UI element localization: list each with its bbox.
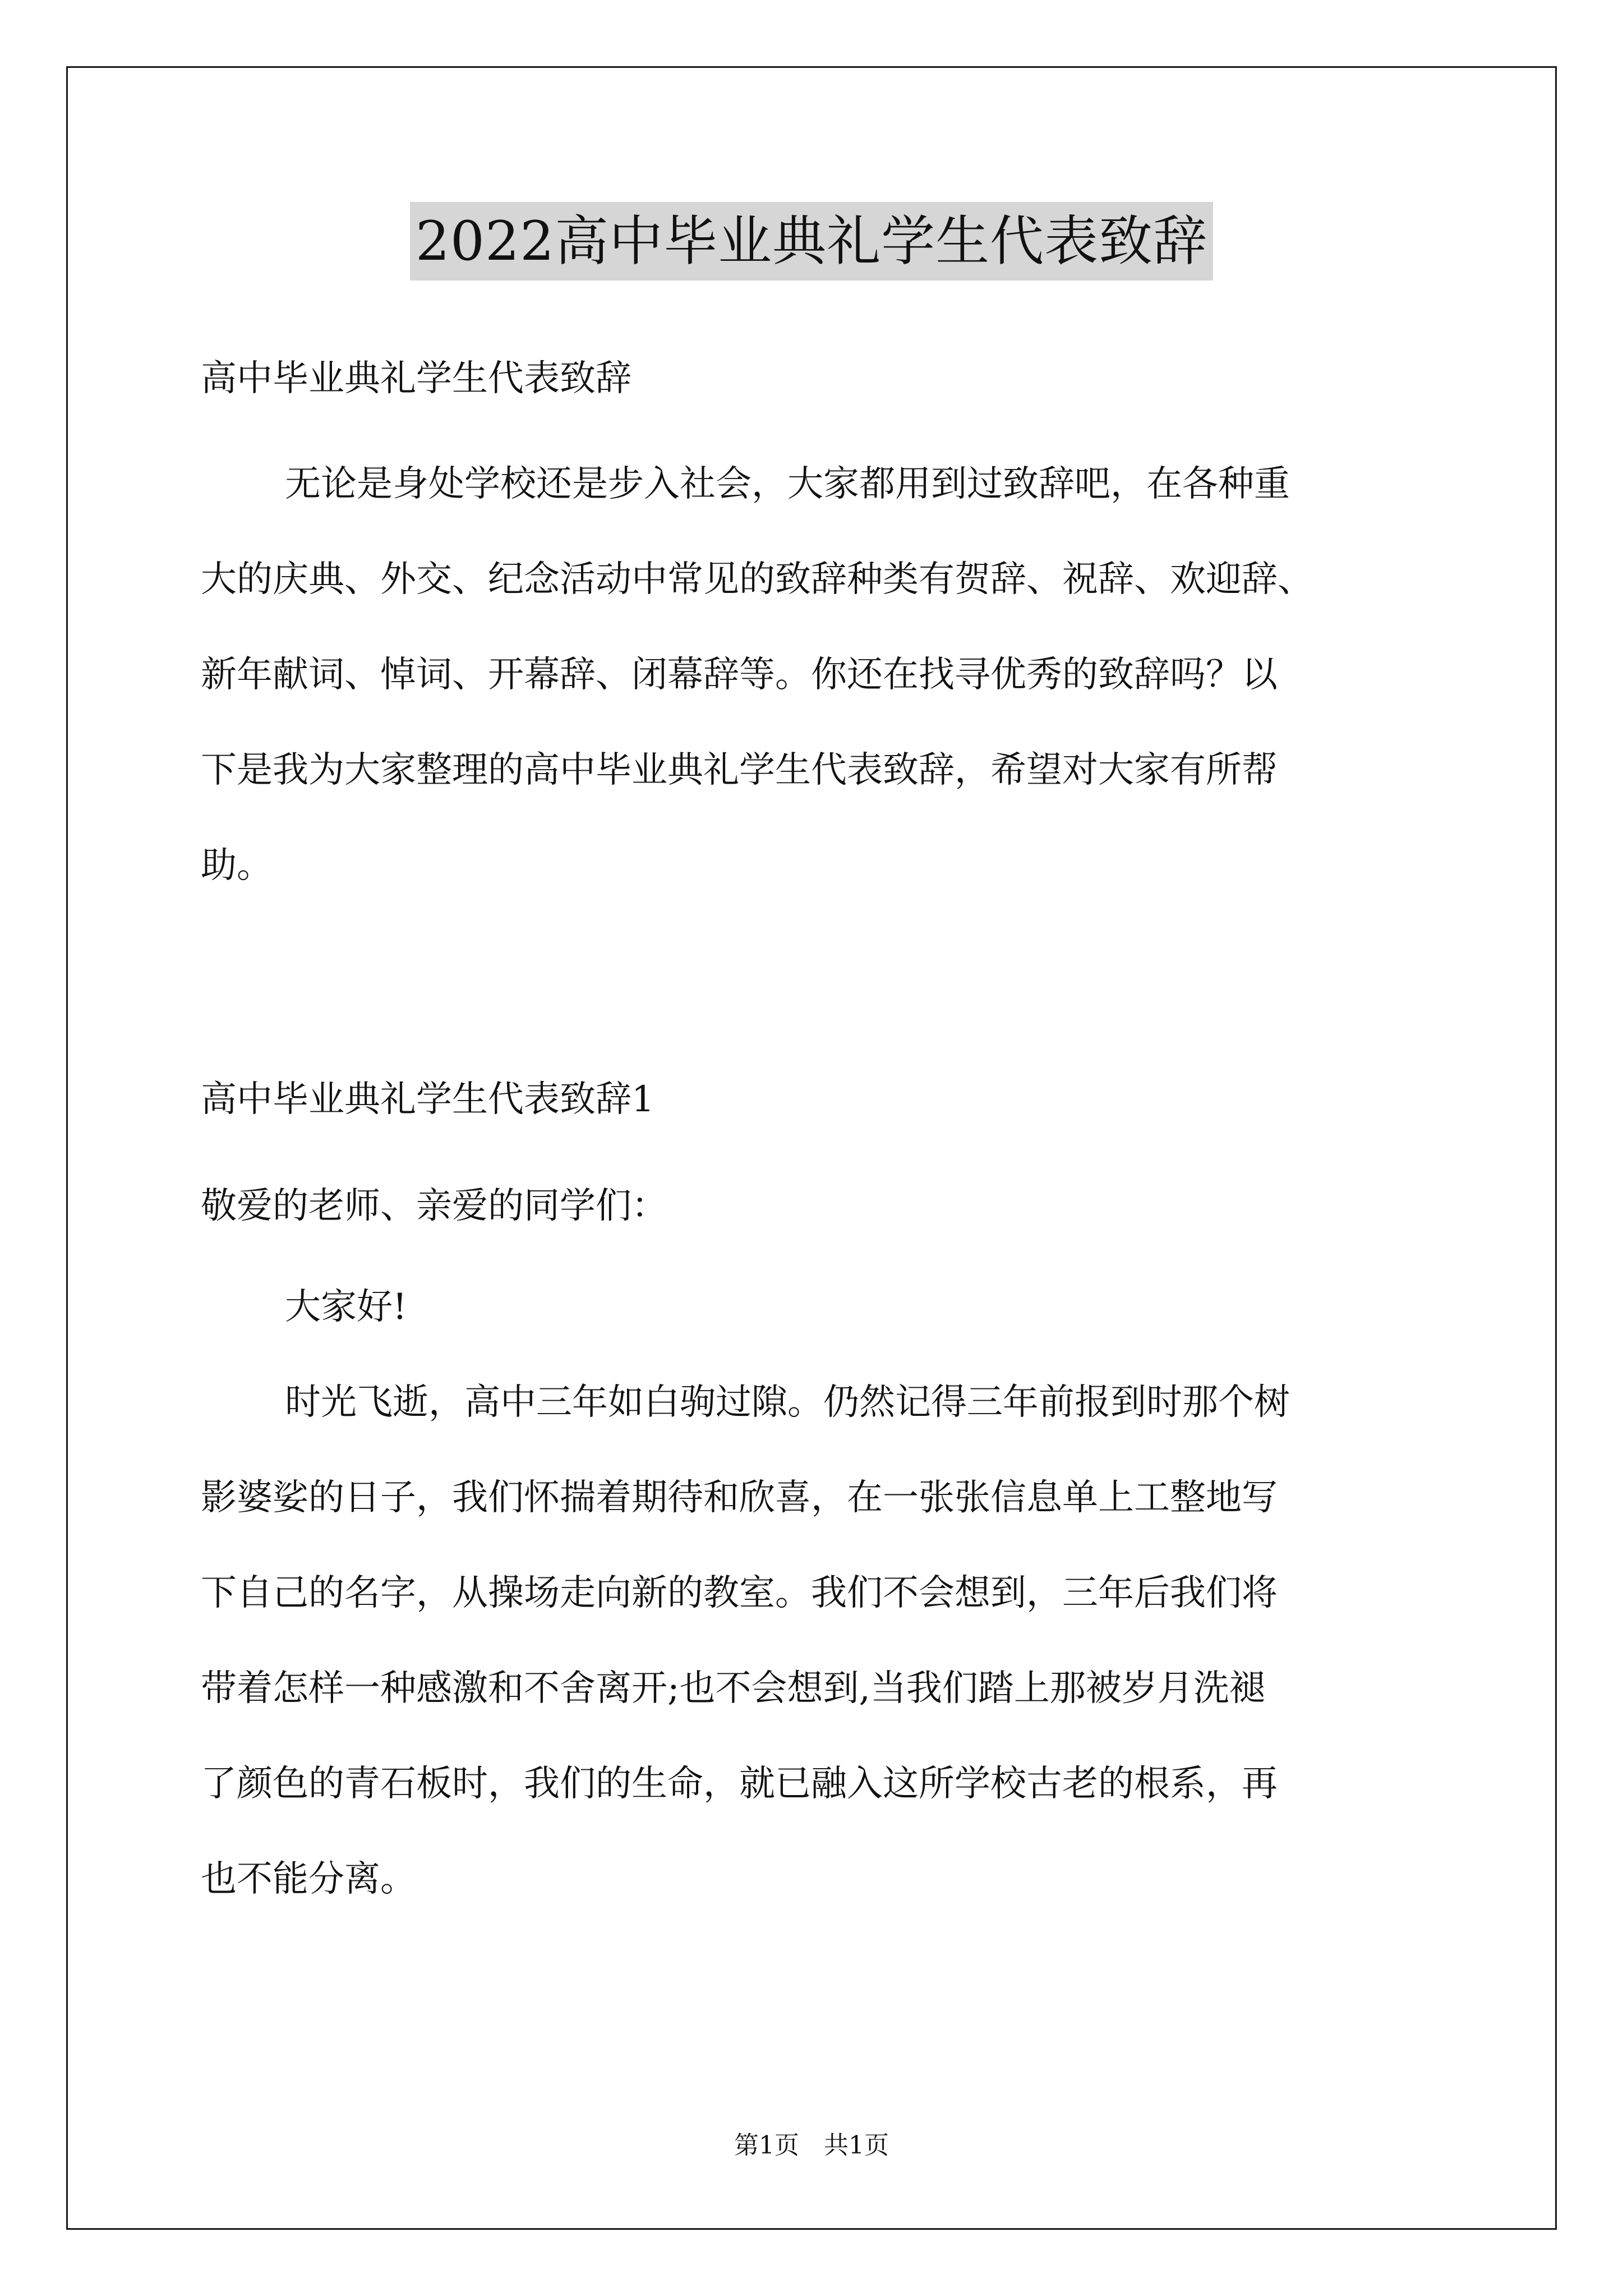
intro-line-2: 大的庆典、外交、纪念活动中常见的致辞种类有贺辞、祝辞、欢迎辞、 [201, 559, 1313, 600]
body-line-6: 也不能分离。 [201, 1858, 416, 1900]
intro-line-4: 下是我为大家整理的高中毕业典礼学生代表致辞，希望对大家有所帮 [201, 749, 1278, 791]
document-title: 2022高中毕业典礼学生代表致辞 [410, 202, 1213, 280]
body-line-3: 下自己的名字，从操场走向新的教室。我们不会想到，三年后我们将 [201, 1572, 1278, 1614]
greeting: 大家好! [285, 1286, 407, 1328]
salutation: 敬爱的老师、亲爱的同学们： [201, 1185, 667, 1227]
document-subtitle: 高中毕业典礼学生代表致辞 [201, 358, 631, 399]
title-container [0, 202, 1623, 280]
intro-line-1: 无论是身处学校还是步入社会，大家都用到过致辞吧，在各种重 [285, 463, 1290, 505]
intro-line-3: 新年献词、悼词、开幕辞、闭幕辞等。你还在找寻优秀的致辞吗？以 [201, 654, 1278, 696]
body-line-4: 带着怎样一种感激和不舍离开;也不会想到,当我们踏上那被岁月洗褪 [201, 1668, 1265, 1709]
body-line-5: 了颜色的青石板时，我们的生命，就已融入这所学校古老的根系，再 [201, 1763, 1278, 1805]
section-heading: 高中毕业典礼学生代表致辞1 [201, 1079, 654, 1120]
body-line-1: 时光飞逝，高中三年如白驹过隙。仍然记得三年前报到时那个树 [285, 1382, 1290, 1423]
page-number: 第1页 [734, 2131, 799, 2160]
page-total: 共1页 [824, 2131, 889, 2160]
page-footer [0, 2129, 1623, 2162]
intro-line-5: 助。 [201, 845, 273, 886]
body-line-2: 影婆娑的日子，我们怀揣着期待和欣喜，在一张张信息单上工整地写 [201, 1477, 1278, 1519]
